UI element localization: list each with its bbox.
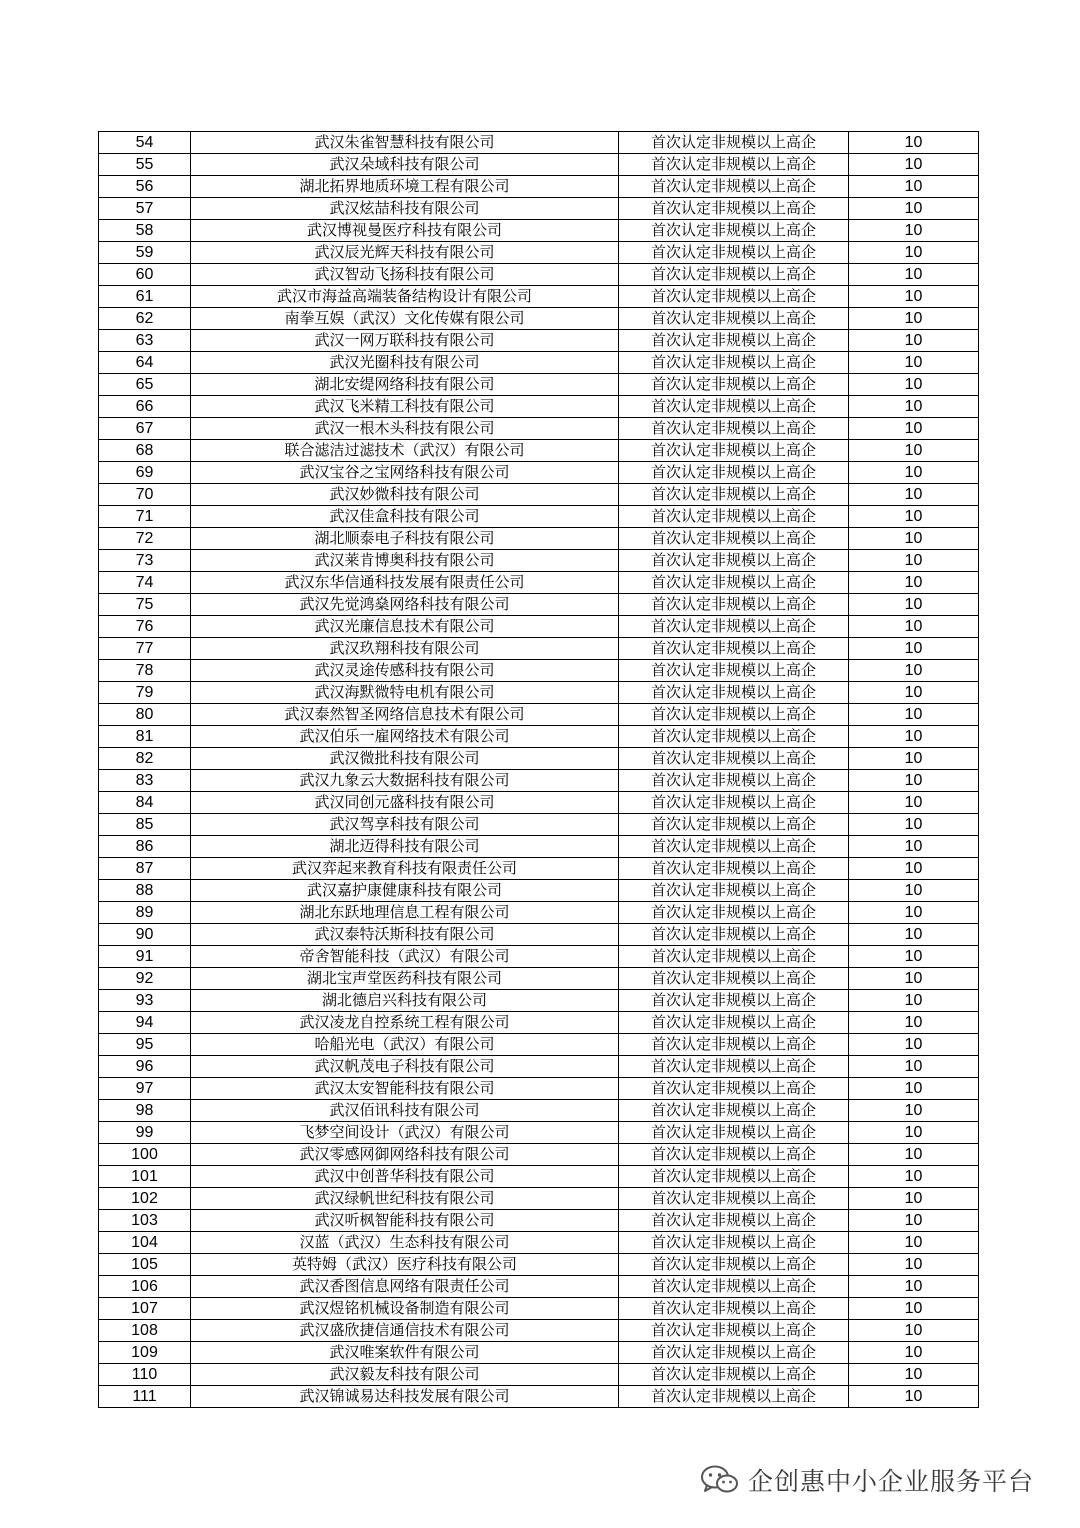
certification-type: 首次认定非规模以上高企 bbox=[619, 1210, 849, 1232]
score: 10 bbox=[849, 1342, 979, 1364]
table-row bbox=[99, 946, 979, 968]
company-name: 湖北德启兴科技有限公司 bbox=[191, 990, 619, 1012]
certification-type: 首次认定非规模以上高企 bbox=[619, 374, 849, 396]
table-body bbox=[99, 132, 979, 1408]
score: 10 bbox=[849, 374, 979, 396]
row-number: 86 bbox=[99, 836, 191, 858]
certification-type: 首次认定非规模以上高企 bbox=[619, 660, 849, 682]
company-name: 武汉炫喆科技有限公司 bbox=[191, 198, 619, 220]
certification-type: 首次认定非规模以上高企 bbox=[619, 748, 849, 770]
company-name: 湖北安缇网络科技有限公司 bbox=[191, 374, 619, 396]
row-number: 89 bbox=[99, 902, 191, 924]
table-row bbox=[99, 418, 979, 440]
score: 10 bbox=[849, 1166, 979, 1188]
company-name: 武汉光廉信息技术有限公司 bbox=[191, 616, 619, 638]
certification-type: 首次认定非规模以上高企 bbox=[619, 924, 849, 946]
row-number: 82 bbox=[99, 748, 191, 770]
score: 10 bbox=[849, 704, 979, 726]
company-name: 汉蓝（武汉）生态科技有限公司 bbox=[191, 1232, 619, 1254]
company-name: 武汉盛欣捷信通信技术有限公司 bbox=[191, 1320, 619, 1342]
company-name: 武汉泰然智圣网络信息技术有限公司 bbox=[191, 704, 619, 726]
row-number: 109 bbox=[99, 1342, 191, 1364]
company-name: 武汉玖翔科技有限公司 bbox=[191, 638, 619, 660]
company-name: 湖北顺泰电子科技有限公司 bbox=[191, 528, 619, 550]
certification-type: 首次认定非规模以上高企 bbox=[619, 1122, 849, 1144]
row-number: 84 bbox=[99, 792, 191, 814]
score: 10 bbox=[849, 660, 979, 682]
table-row bbox=[99, 660, 979, 682]
certification-type: 首次认定非规模以上高企 bbox=[619, 176, 849, 198]
score: 10 bbox=[849, 924, 979, 946]
row-number: 76 bbox=[99, 616, 191, 638]
certification-type: 首次认定非规模以上高企 bbox=[619, 1232, 849, 1254]
table-row bbox=[99, 770, 979, 792]
company-name: 武汉飞米精工科技有限公司 bbox=[191, 396, 619, 418]
score: 10 bbox=[849, 198, 979, 220]
certification-type: 首次认定非规模以上高企 bbox=[619, 396, 849, 418]
company-name: 联合滤洁过滤技术（武汉）有限公司 bbox=[191, 440, 619, 462]
score: 10 bbox=[849, 1100, 979, 1122]
score: 10 bbox=[849, 1078, 979, 1100]
row-number: 92 bbox=[99, 968, 191, 990]
certification-type: 首次认定非规模以上高企 bbox=[619, 638, 849, 660]
company-name: 武汉毅友科技有限公司 bbox=[191, 1364, 619, 1386]
table-row bbox=[99, 1320, 979, 1342]
row-number: 90 bbox=[99, 924, 191, 946]
certification-type: 首次认定非规模以上高企 bbox=[619, 880, 849, 902]
row-number: 111 bbox=[99, 1386, 191, 1408]
table-row bbox=[99, 814, 979, 836]
row-number: 73 bbox=[99, 550, 191, 572]
certification-type: 首次认定非规模以上高企 bbox=[619, 594, 849, 616]
row-number: 60 bbox=[99, 264, 191, 286]
certification-type: 首次认定非规模以上高企 bbox=[619, 968, 849, 990]
score: 10 bbox=[849, 616, 979, 638]
table-row bbox=[99, 880, 979, 902]
score: 10 bbox=[849, 286, 979, 308]
row-number: 103 bbox=[99, 1210, 191, 1232]
row-number: 69 bbox=[99, 462, 191, 484]
table-row bbox=[99, 1166, 979, 1188]
table-row bbox=[99, 968, 979, 990]
table-row bbox=[99, 902, 979, 924]
company-name: 南拳互娱（武汉）文化传媒有限公司 bbox=[191, 308, 619, 330]
certification-type: 首次认定非规模以上高企 bbox=[619, 132, 849, 154]
table-row bbox=[99, 242, 979, 264]
row-number: 101 bbox=[99, 1166, 191, 1188]
score: 10 bbox=[849, 352, 979, 374]
score: 10 bbox=[849, 814, 979, 836]
watermark bbox=[700, 1462, 1034, 1498]
score: 10 bbox=[849, 1210, 979, 1232]
row-number: 85 bbox=[99, 814, 191, 836]
table-row bbox=[99, 154, 979, 176]
company-name: 武汉伯乐一雇网络技术有限公司 bbox=[191, 726, 619, 748]
table-row bbox=[99, 682, 979, 704]
company-name: 武汉光圈科技有限公司 bbox=[191, 352, 619, 374]
company-name: 湖北迈得科技有限公司 bbox=[191, 836, 619, 858]
score: 10 bbox=[849, 308, 979, 330]
score: 10 bbox=[849, 726, 979, 748]
company-name: 湖北拓界地质环境工程有限公司 bbox=[191, 176, 619, 198]
company-name: 武汉朵域科技有限公司 bbox=[191, 154, 619, 176]
certification-type: 首次认定非规模以上高企 bbox=[619, 154, 849, 176]
score: 10 bbox=[849, 836, 979, 858]
company-name: 湖北东跃地理信息工程有限公司 bbox=[191, 902, 619, 924]
score: 10 bbox=[849, 1276, 979, 1298]
row-number: 93 bbox=[99, 990, 191, 1012]
row-number: 61 bbox=[99, 286, 191, 308]
score: 10 bbox=[849, 176, 979, 198]
row-number: 78 bbox=[99, 660, 191, 682]
table-row bbox=[99, 792, 979, 814]
score: 10 bbox=[849, 396, 979, 418]
score: 10 bbox=[849, 1056, 979, 1078]
row-number: 83 bbox=[99, 770, 191, 792]
table-row bbox=[99, 1100, 979, 1122]
certification-type: 首次认定非规模以上高企 bbox=[619, 1364, 849, 1386]
company-name: 武汉一根木头科技有限公司 bbox=[191, 418, 619, 440]
row-number: 105 bbox=[99, 1254, 191, 1276]
row-number: 77 bbox=[99, 638, 191, 660]
table-row bbox=[99, 330, 979, 352]
table-row bbox=[99, 748, 979, 770]
table-row bbox=[99, 198, 979, 220]
table-row bbox=[99, 1254, 979, 1276]
certification-type: 首次认定非规模以上高企 bbox=[619, 1254, 849, 1276]
table-row bbox=[99, 594, 979, 616]
certification-type: 首次认定非规模以上高企 bbox=[619, 330, 849, 352]
row-number: 94 bbox=[99, 1012, 191, 1034]
watermark-text: 企创惠中小企业服务平台 bbox=[748, 1467, 1035, 1496]
score: 10 bbox=[849, 1012, 979, 1034]
table-row bbox=[99, 1122, 979, 1144]
certification-type: 首次认定非规模以上高企 bbox=[619, 726, 849, 748]
score: 10 bbox=[849, 1034, 979, 1056]
certification-type: 首次认定非规模以上高企 bbox=[619, 792, 849, 814]
row-number: 100 bbox=[99, 1144, 191, 1166]
company-name: 武汉绿帆世纪科技有限公司 bbox=[191, 1188, 619, 1210]
score: 10 bbox=[849, 550, 979, 572]
score: 10 bbox=[849, 484, 979, 506]
row-number: 98 bbox=[99, 1100, 191, 1122]
score: 10 bbox=[849, 506, 979, 528]
table-row bbox=[99, 1386, 979, 1408]
company-name: 武汉妙微科技有限公司 bbox=[191, 484, 619, 506]
certification-type: 首次认定非规模以上高企 bbox=[619, 704, 849, 726]
company-name: 武汉锦诚易达科技发展有限公司 bbox=[191, 1386, 619, 1408]
score: 10 bbox=[849, 638, 979, 660]
certification-type: 首次认定非规模以上高企 bbox=[619, 506, 849, 528]
certification-type: 首次认定非规模以上高企 bbox=[619, 1320, 849, 1342]
company-name: 武汉听枫智能科技有限公司 bbox=[191, 1210, 619, 1232]
table-row bbox=[99, 1012, 979, 1034]
certification-type: 首次认定非规模以上高企 bbox=[619, 1298, 849, 1320]
certification-type: 首次认定非规模以上高企 bbox=[619, 1034, 849, 1056]
company-name: 帝舍智能科技（武汉）有限公司 bbox=[191, 946, 619, 968]
certification-type: 首次认定非规模以上高企 bbox=[619, 440, 849, 462]
certification-type: 首次认定非规模以上高企 bbox=[619, 352, 849, 374]
company-name: 武汉一网万联科技有限公司 bbox=[191, 330, 619, 352]
certification-type: 首次认定非规模以上高企 bbox=[619, 462, 849, 484]
table-row bbox=[99, 550, 979, 572]
wechat-icon bbox=[700, 1464, 740, 1496]
certification-type: 首次认定非规模以上高企 bbox=[619, 220, 849, 242]
company-name: 英特姆（武汉）医疗科技有限公司 bbox=[191, 1254, 619, 1276]
score: 10 bbox=[849, 440, 979, 462]
row-number: 55 bbox=[99, 154, 191, 176]
row-number: 62 bbox=[99, 308, 191, 330]
score: 10 bbox=[849, 572, 979, 594]
certification-type: 首次认定非规模以上高企 bbox=[619, 814, 849, 836]
table-row bbox=[99, 440, 979, 462]
row-number: 66 bbox=[99, 396, 191, 418]
row-number: 67 bbox=[99, 418, 191, 440]
table-row bbox=[99, 726, 979, 748]
row-number: 79 bbox=[99, 682, 191, 704]
row-number: 63 bbox=[99, 330, 191, 352]
row-number: 72 bbox=[99, 528, 191, 550]
company-name: 武汉东华信通科技发展有限责任公司 bbox=[191, 572, 619, 594]
table-row bbox=[99, 286, 979, 308]
certification-type: 首次认定非规模以上高企 bbox=[619, 1056, 849, 1078]
certification-type: 首次认定非规模以上高企 bbox=[619, 858, 849, 880]
score: 10 bbox=[849, 792, 979, 814]
score: 10 bbox=[849, 242, 979, 264]
row-number: 58 bbox=[99, 220, 191, 242]
company-name: 湖北宝声堂医药科技有限公司 bbox=[191, 968, 619, 990]
score: 10 bbox=[849, 220, 979, 242]
company-name: 武汉微批科技有限公司 bbox=[191, 748, 619, 770]
table-row bbox=[99, 220, 979, 242]
certification-type: 首次认定非规模以上高企 bbox=[619, 484, 849, 506]
score: 10 bbox=[849, 902, 979, 924]
company-name: 哈船光电（武汉）有限公司 bbox=[191, 1034, 619, 1056]
score: 10 bbox=[849, 1122, 979, 1144]
table-row bbox=[99, 990, 979, 1012]
table-row bbox=[99, 396, 979, 418]
company-name: 武汉宝谷之宝网络科技有限公司 bbox=[191, 462, 619, 484]
score: 10 bbox=[849, 1144, 979, 1166]
company-name: 武汉智动飞扬科技有限公司 bbox=[191, 264, 619, 286]
certification-type: 首次认定非规模以上高企 bbox=[619, 1276, 849, 1298]
row-number: 97 bbox=[99, 1078, 191, 1100]
certification-type: 首次认定非规模以上高企 bbox=[619, 616, 849, 638]
company-name: 武汉唯案软件有限公司 bbox=[191, 1342, 619, 1364]
company-table bbox=[98, 131, 979, 1408]
company-name: 武汉泰特沃斯科技有限公司 bbox=[191, 924, 619, 946]
certification-type: 首次认定非规模以上高企 bbox=[619, 682, 849, 704]
score: 10 bbox=[849, 1364, 979, 1386]
certification-type: 首次认定非规模以上高企 bbox=[619, 286, 849, 308]
certification-type: 首次认定非规模以上高企 bbox=[619, 770, 849, 792]
company-name: 武汉佰讯科技有限公司 bbox=[191, 1100, 619, 1122]
certification-type: 首次认定非规模以上高企 bbox=[619, 902, 849, 924]
score: 10 bbox=[849, 1188, 979, 1210]
score: 10 bbox=[849, 880, 979, 902]
table-row bbox=[99, 506, 979, 528]
company-name: 武汉海默微特电机有限公司 bbox=[191, 682, 619, 704]
row-number: 80 bbox=[99, 704, 191, 726]
table-row bbox=[99, 1078, 979, 1100]
score: 10 bbox=[849, 1320, 979, 1342]
certification-type: 首次认定非规模以上高企 bbox=[619, 550, 849, 572]
score: 10 bbox=[849, 1232, 979, 1254]
certification-type: 首次认定非规模以上高企 bbox=[619, 1144, 849, 1166]
certification-type: 首次认定非规模以上高企 bbox=[619, 946, 849, 968]
row-number: 99 bbox=[99, 1122, 191, 1144]
certification-type: 首次认定非规模以上高企 bbox=[619, 990, 849, 1012]
score: 10 bbox=[849, 418, 979, 440]
row-number: 81 bbox=[99, 726, 191, 748]
company-name: 武汉帆茂电子科技有限公司 bbox=[191, 1056, 619, 1078]
company-name: 武汉佳盒科技有限公司 bbox=[191, 506, 619, 528]
table-row bbox=[99, 462, 979, 484]
score: 10 bbox=[849, 1386, 979, 1408]
score: 10 bbox=[849, 264, 979, 286]
table-row bbox=[99, 308, 979, 330]
table-row bbox=[99, 616, 979, 638]
company-name: 武汉驾享科技有限公司 bbox=[191, 814, 619, 836]
table-row bbox=[99, 836, 979, 858]
table-row bbox=[99, 1034, 979, 1056]
row-number: 71 bbox=[99, 506, 191, 528]
row-number: 70 bbox=[99, 484, 191, 506]
row-number: 65 bbox=[99, 374, 191, 396]
score: 10 bbox=[849, 990, 979, 1012]
row-number: 95 bbox=[99, 1034, 191, 1056]
row-number: 106 bbox=[99, 1276, 191, 1298]
score: 10 bbox=[849, 330, 979, 352]
certification-type: 首次认定非规模以上高企 bbox=[619, 308, 849, 330]
table-row bbox=[99, 1144, 979, 1166]
certification-type: 首次认定非规模以上高企 bbox=[619, 836, 849, 858]
table-row bbox=[99, 264, 979, 286]
company-name: 武汉朱雀智慧科技有限公司 bbox=[191, 132, 619, 154]
certification-type: 首次认定非规模以上高企 bbox=[619, 1342, 849, 1364]
certification-type: 首次认定非规模以上高企 bbox=[619, 1078, 849, 1100]
company-name: 武汉灵途传感科技有限公司 bbox=[191, 660, 619, 682]
table-row bbox=[99, 528, 979, 550]
table-row bbox=[99, 132, 979, 154]
row-number: 91 bbox=[99, 946, 191, 968]
certification-type: 首次认定非规模以上高企 bbox=[619, 418, 849, 440]
score: 10 bbox=[849, 594, 979, 616]
table-row bbox=[99, 1276, 979, 1298]
table-row bbox=[99, 1298, 979, 1320]
score: 10 bbox=[849, 154, 979, 176]
company-name: 武汉嘉护康健康科技有限公司 bbox=[191, 880, 619, 902]
row-number: 57 bbox=[99, 198, 191, 220]
table-row bbox=[99, 1210, 979, 1232]
company-name: 武汉辰光辉天科技有限公司 bbox=[191, 242, 619, 264]
table-row bbox=[99, 1364, 979, 1386]
certification-type: 首次认定非规模以上高企 bbox=[619, 528, 849, 550]
table-row bbox=[99, 638, 979, 660]
certification-type: 首次认定非规模以上高企 bbox=[619, 1386, 849, 1408]
company-name: 武汉博视曼医疗科技有限公司 bbox=[191, 220, 619, 242]
company-name: 武汉香图信息网络有限责任公司 bbox=[191, 1276, 619, 1298]
company-name: 武汉九象云大数据科技有限公司 bbox=[191, 770, 619, 792]
score: 10 bbox=[849, 528, 979, 550]
certification-type: 首次认定非规模以上高企 bbox=[619, 1166, 849, 1188]
row-number: 74 bbox=[99, 572, 191, 594]
company-name: 武汉零感网御网络科技有限公司 bbox=[191, 1144, 619, 1166]
table-row bbox=[99, 1188, 979, 1210]
score: 10 bbox=[849, 748, 979, 770]
table-row bbox=[99, 1232, 979, 1254]
row-number: 96 bbox=[99, 1056, 191, 1078]
score: 10 bbox=[849, 682, 979, 704]
score: 10 bbox=[849, 132, 979, 154]
row-number: 108 bbox=[99, 1320, 191, 1342]
score: 10 bbox=[849, 770, 979, 792]
score: 10 bbox=[849, 858, 979, 880]
company-name: 武汉中创普华科技有限公司 bbox=[191, 1166, 619, 1188]
table-row bbox=[99, 374, 979, 396]
certification-type: 首次认定非规模以上高企 bbox=[619, 242, 849, 264]
certification-type: 首次认定非规模以上高企 bbox=[619, 264, 849, 286]
row-number: 110 bbox=[99, 1364, 191, 1386]
row-number: 64 bbox=[99, 352, 191, 374]
score: 10 bbox=[849, 946, 979, 968]
company-name: 武汉煜铭机械设备制造有限公司 bbox=[191, 1298, 619, 1320]
company-name: 武汉凌龙自控系统工程有限公司 bbox=[191, 1012, 619, 1034]
table-row bbox=[99, 572, 979, 594]
score: 10 bbox=[849, 1254, 979, 1276]
table-row bbox=[99, 1056, 979, 1078]
row-number: 54 bbox=[99, 132, 191, 154]
certification-type: 首次认定非规模以上高企 bbox=[619, 198, 849, 220]
row-number: 88 bbox=[99, 880, 191, 902]
company-name: 武汉同创元盛科技有限公司 bbox=[191, 792, 619, 814]
company-name: 飞梦空间设计（武汉）有限公司 bbox=[191, 1122, 619, 1144]
row-number: 75 bbox=[99, 594, 191, 616]
row-number: 87 bbox=[99, 858, 191, 880]
score: 10 bbox=[849, 1298, 979, 1320]
company-name: 武汉弈起来教育科技有限责任公司 bbox=[191, 858, 619, 880]
row-number: 68 bbox=[99, 440, 191, 462]
company-name: 武汉莱肯博奥科技有限公司 bbox=[191, 550, 619, 572]
table-row bbox=[99, 1342, 979, 1364]
table-row bbox=[99, 704, 979, 726]
certification-type: 首次认定非规模以上高企 bbox=[619, 1100, 849, 1122]
table-row bbox=[99, 484, 979, 506]
row-number: 56 bbox=[99, 176, 191, 198]
row-number: 104 bbox=[99, 1232, 191, 1254]
score: 10 bbox=[849, 968, 979, 990]
row-number: 102 bbox=[99, 1188, 191, 1210]
row-number: 59 bbox=[99, 242, 191, 264]
table-row bbox=[99, 858, 979, 880]
row-number: 107 bbox=[99, 1298, 191, 1320]
score: 10 bbox=[849, 462, 979, 484]
table-row bbox=[99, 924, 979, 946]
table-row bbox=[99, 176, 979, 198]
certification-type: 首次认定非规模以上高企 bbox=[619, 1012, 849, 1034]
certification-type: 首次认定非规模以上高企 bbox=[619, 1188, 849, 1210]
company-name: 武汉市海益高端装备结构设计有限公司 bbox=[191, 286, 619, 308]
company-name: 武汉先觉鸿燊网络科技有限公司 bbox=[191, 594, 619, 616]
table-row bbox=[99, 352, 979, 374]
certification-type: 首次认定非规模以上高企 bbox=[619, 572, 849, 594]
company-name: 武汉太安智能科技有限公司 bbox=[191, 1078, 619, 1100]
